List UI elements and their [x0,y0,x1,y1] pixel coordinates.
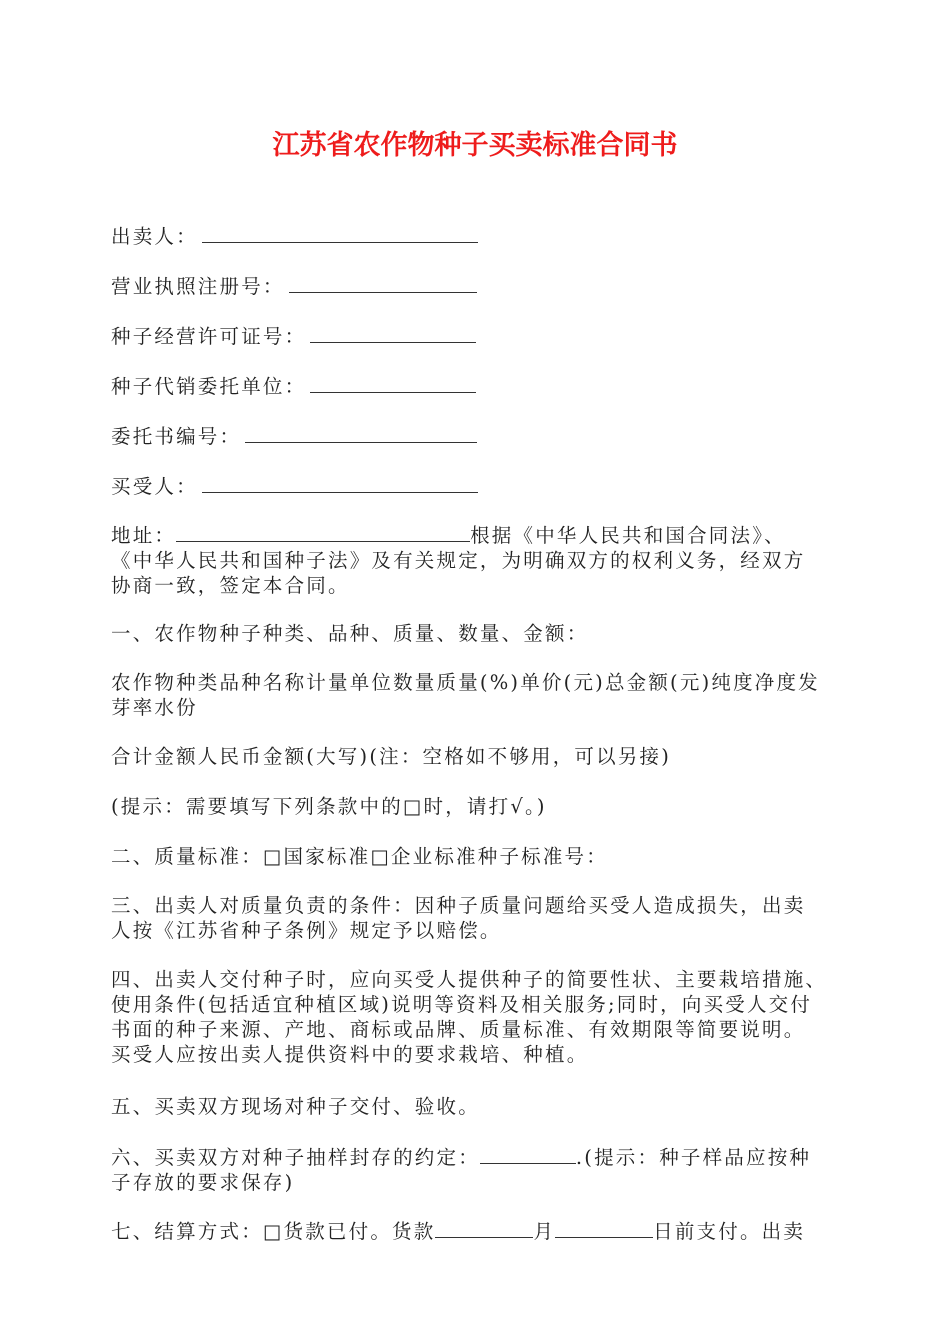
proxy-no-label: 委托书编号： [111,425,242,448]
buyer-field [111,472,846,499]
clause-6-blank[interactable] [480,1143,576,1164]
address-row-3: 协商一致，签定本合同。 [111,574,350,597]
clause-2: 二、质量标准：□国家标准□企业标准种子标准号： [111,845,608,868]
clause-3-row-2: 人按《江苏省种子条例》规定予以赔偿。 [111,919,502,942]
clause-5: 五、买卖双方现场对种子交付、验收。 [111,1095,480,1118]
clause-3-row-1: 三、出卖人对质量负责的条件：因种子质量问题给买受人造成损失，出卖 [111,894,806,917]
clause-3 [111,893,846,943]
address-row-1 [111,521,846,548]
agent-unit-label: 种子代销委托单位： [111,375,307,398]
address-row-1-tail: 根据《中华人民共和国合同法》、 [470,524,786,547]
clause-7-day-blank[interactable] [555,1217,653,1238]
address-row-2: 《中华人民共和国种子法》及有关规定，为明确双方的权利义务，经双方 [111,549,806,572]
table-header-row-2: 芽率水份 [111,696,198,719]
agent-unit-field [111,372,846,399]
seller-field [111,222,846,249]
hint-line: (提示：需要填写下列条款中的□时，请打√。) [111,795,547,818]
agent-unit-blank[interactable] [310,372,476,393]
document-title: 江苏省农作物种子买卖标准合同书 [272,130,678,161]
clause-7-month-blank[interactable] [435,1217,533,1238]
proxy-no-blank[interactable] [245,422,477,443]
clause-4-row-1: 四、出卖人交付种子时，应向买受人提供种子的简要性状、主要栽培措施、 [111,968,828,991]
clause-6-row-2: 子存放的要求保存) [111,1171,295,1194]
clause-6-head: 六、买卖双方对种子抽样封存的约定： [111,1146,480,1169]
address-blank[interactable] [176,521,470,542]
buyer-label: 买受人： [111,475,198,498]
seed-permit-label: 种子经营许可证号： [111,325,307,348]
clause-7 [111,1217,846,1244]
clause-7-tail: 日前支付。出卖 [653,1220,806,1243]
clause-7-month: 月 [533,1220,556,1243]
clause-6-row-1 [111,1143,846,1170]
proxy-no-field [111,422,846,449]
table-header-text [111,670,846,720]
clause-4-row-2: 使用条件(包括适宜种植区域)说明等资料及相关服务;同时，向买受人交付 [111,993,813,1016]
seller-label: 出卖人： [111,225,198,248]
seed-permit-blank[interactable] [310,322,476,343]
clause-4 [111,967,846,1067]
clause-6-tail: .(提示：种子样品应按种 [575,1146,812,1169]
seed-permit-field [111,322,846,349]
license-no-field [111,272,846,299]
clause-4-row-3: 书面的种子来源、产地、商标或品牌、质量标准、有效期限等简要说明。 [111,1018,806,1041]
buyer-blank[interactable] [202,472,478,493]
clause-7-head: 七、结算方式：□货款已付。货款 [111,1220,436,1243]
license-no-label: 营业执照注册号： [111,275,285,298]
clause-4-row-4: 买受人应按出卖人提供资料中的要求栽培、种植。 [111,1043,589,1066]
license-no-blank[interactable] [289,272,477,293]
address-label: 地址： [111,524,177,547]
table-header-row-1: 农作物种类品种名称计量单位数量质量(%)单价(元)总金额(元)纯度净度发 [111,671,820,694]
total-amount-line: 合计金额人民币金额(大写)(注：空格如不够用，可以另接) [111,745,672,768]
address-paragraph [111,521,846,598]
seller-blank[interactable] [202,222,478,243]
clause-6 [111,1143,846,1195]
clause-1: 一、农作物种子种类、品种、质量、数量、金额： [111,622,589,645]
